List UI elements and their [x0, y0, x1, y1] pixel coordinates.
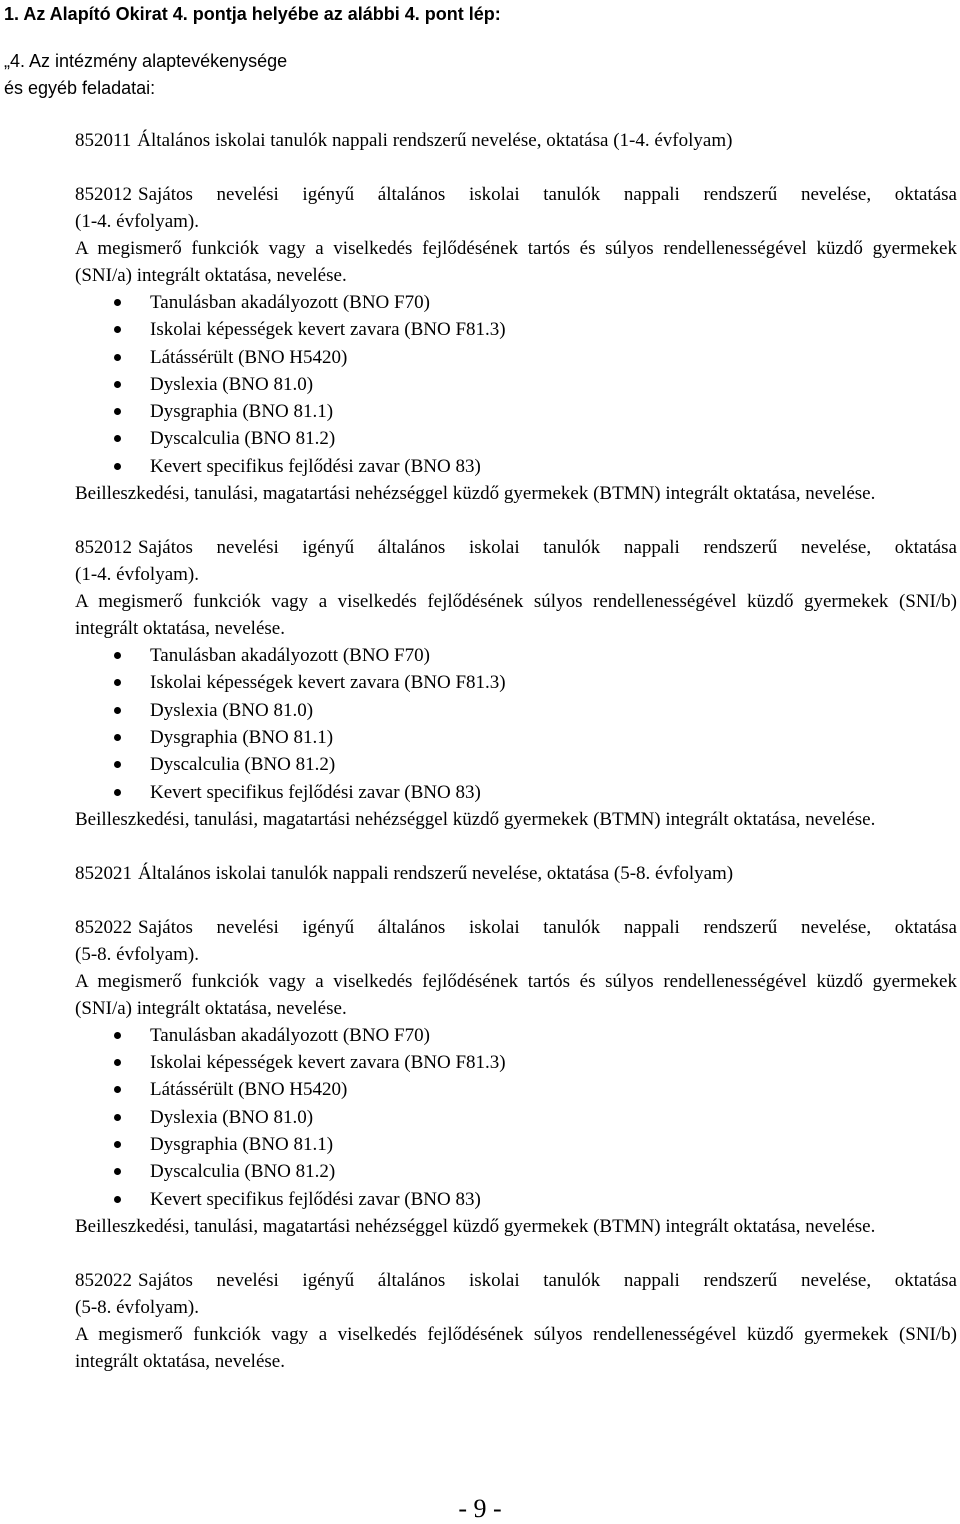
list-item: Dysgraphia (BNO 81.1): [150, 1131, 957, 1158]
sni-paragraph: A megismerő funkciók vagy a viselkedés fejlődésének súlyos rendellenességével küzdő gyermekek (SNI/b) integrált oktatása, nevelése.: [75, 591, 957, 640]
intro-block: [4, 48, 287, 102]
activities-list: [75, 127, 957, 1402]
activity-title-continuation: (5-8. évfolyam).: [75, 943, 199, 965]
activity-title-text: Általános iskolai tanulók nappali rendszerű nevelése, oktatása (5-8. évfolyam): [138, 862, 734, 884]
list-item: Dyslexia (BNO 81.0): [150, 1104, 957, 1131]
activity-code: 852012: [75, 184, 132, 205]
list-item: Iskolai képességek kevert zavara (BNO F81.3): [150, 669, 957, 696]
activity-title-continuation: (5-8. évfolyam).: [75, 1296, 199, 1318]
intro-line-2: és egyéb feladatai:: [4, 78, 156, 98]
activity-title-continuation: (1-4. évfolyam).: [75, 564, 199, 586]
list-item: Kevert specifikus fejlődési zavar (BNO 83): [150, 779, 957, 806]
diagnosis-list: [75, 642, 957, 806]
activity-code: 852022: [75, 1269, 132, 1291]
activity-code: 852021: [75, 862, 132, 884]
list-item: Iskolai képességek kevert zavara (BNO F81.3): [150, 316, 957, 343]
activity-title-text: Sajátos nevelési igényű általános iskolai tanulók nappali rendszerű nevelése, oktatása: [138, 1269, 957, 1291]
list-item: Dysgraphia (BNO 81.1): [150, 724, 957, 751]
activity-title: [75, 534, 957, 561]
intro-line-1: „4. Az intézmény alaptevékenysége: [4, 51, 288, 71]
activity-title: [75, 860, 957, 887]
list-item: Dyscalculia (BNO 81.2): [150, 751, 957, 778]
diagnosis-list: [75, 1022, 957, 1213]
activity-title: [75, 914, 957, 941]
list-item: Tanulásban akadályozott (BNO F70): [150, 1022, 957, 1049]
activity-title: [75, 127, 957, 154]
activity-title-text: Általános iskolai tanulók nappali rendszerű nevelése, oktatása (1-4. évfolyam): [137, 130, 733, 151]
page-number: - 9 -: [458, 1494, 502, 1523]
list-item: Dysgraphia (BNO 81.1): [150, 398, 957, 425]
activity-section: [75, 860, 957, 887]
activity-title-text: Sajátos nevelési igényű általános iskolai tanulók nappali rendszerű nevelése, oktatása: [138, 537, 957, 559]
list-item: Dyscalculia (BNO 81.2): [150, 425, 957, 452]
list-item: Tanulásban akadályozott (BNO F70): [150, 642, 957, 669]
activity-title: [75, 181, 957, 208]
btmn-paragraph: Beilleszkedési, tanulási, magatartási nehézséggel küzdő gyermekek (BTMN) integrált oktatása, nevelése.: [75, 808, 876, 830]
list-item: Kevert specifikus fejlődési zavar (BNO 83): [150, 453, 957, 480]
btmn-paragraph: Beilleszkedési, tanulási, magatartási nehézséggel küzdő gyermekek (BTMN) integrált oktatása, nevelése.: [75, 1215, 876, 1237]
sni-paragraph: A megismerő funkciók vagy a viselkedés fejlődésének súlyos rendellenességével küzdő gyermekek (SNI/b) integrált oktatása, nevelése.: [75, 1323, 957, 1372]
list-item: Kevert specifikus fejlődési zavar (BNO 83): [150, 1186, 957, 1213]
sni-paragraph: A megismerő funkciók vagy a viselkedés fejlődésének tartós és súlyos rendellenességével küzdő gyermekek (SNI/a) integrált oktatása, nevelése.: [75, 970, 957, 1019]
activity-title-continuation: (1-4. évfolyam).: [75, 211, 199, 232]
activity-title: [75, 1267, 957, 1294]
activity-code: 852022: [75, 916, 132, 938]
diagnosis-list: [75, 289, 957, 480]
btmn-paragraph: Beilleszkedési, tanulási, magatartási nehézséggel küzdő gyermekek (BTMN) integrált oktatása, nevelése.: [75, 483, 876, 505]
activity-section: [75, 534, 957, 833]
list-item: Dyslexia (BNO 81.0): [150, 371, 957, 398]
activity-code: 852012: [75, 537, 132, 559]
activity-code: 852011: [75, 130, 132, 151]
list-item: Tanulásban akadályozott (BNO F70): [150, 289, 957, 316]
list-item: Látássérült (BNO H5420): [150, 1076, 957, 1103]
activity-title-text: Sajátos nevelési igényű általános iskolai tanulók nappali rendszerű nevelése, oktatása: [138, 184, 957, 205]
sni-paragraph: A megismerő funkciók vagy a viselkedés fejlődésének tartós és súlyos rendellenességével küzdő gyermekek (SNI/a) integrált oktatása, nevelése.: [75, 238, 957, 286]
activity-section: [75, 1267, 957, 1375]
amendment-heading: 1. Az Alapító Okirat 4. pontja helyébe az alábbi 4. pont lép:: [4, 4, 501, 24]
list-item: Látássérült (BNO H5420): [150, 344, 957, 371]
list-item: Dyslexia (BNO 81.0): [150, 697, 957, 724]
list-item: Dyscalculia (BNO 81.2): [150, 1158, 957, 1185]
activity-section: [75, 181, 957, 507]
activity-section: [75, 914, 957, 1240]
activity-section: [75, 127, 957, 154]
list-item: Iskolai képességek kevert zavara (BNO F81.3): [150, 1049, 957, 1076]
activity-title-text: Sajátos nevelési igényű általános iskolai tanulók nappali rendszerű nevelése, oktatása: [138, 916, 957, 938]
